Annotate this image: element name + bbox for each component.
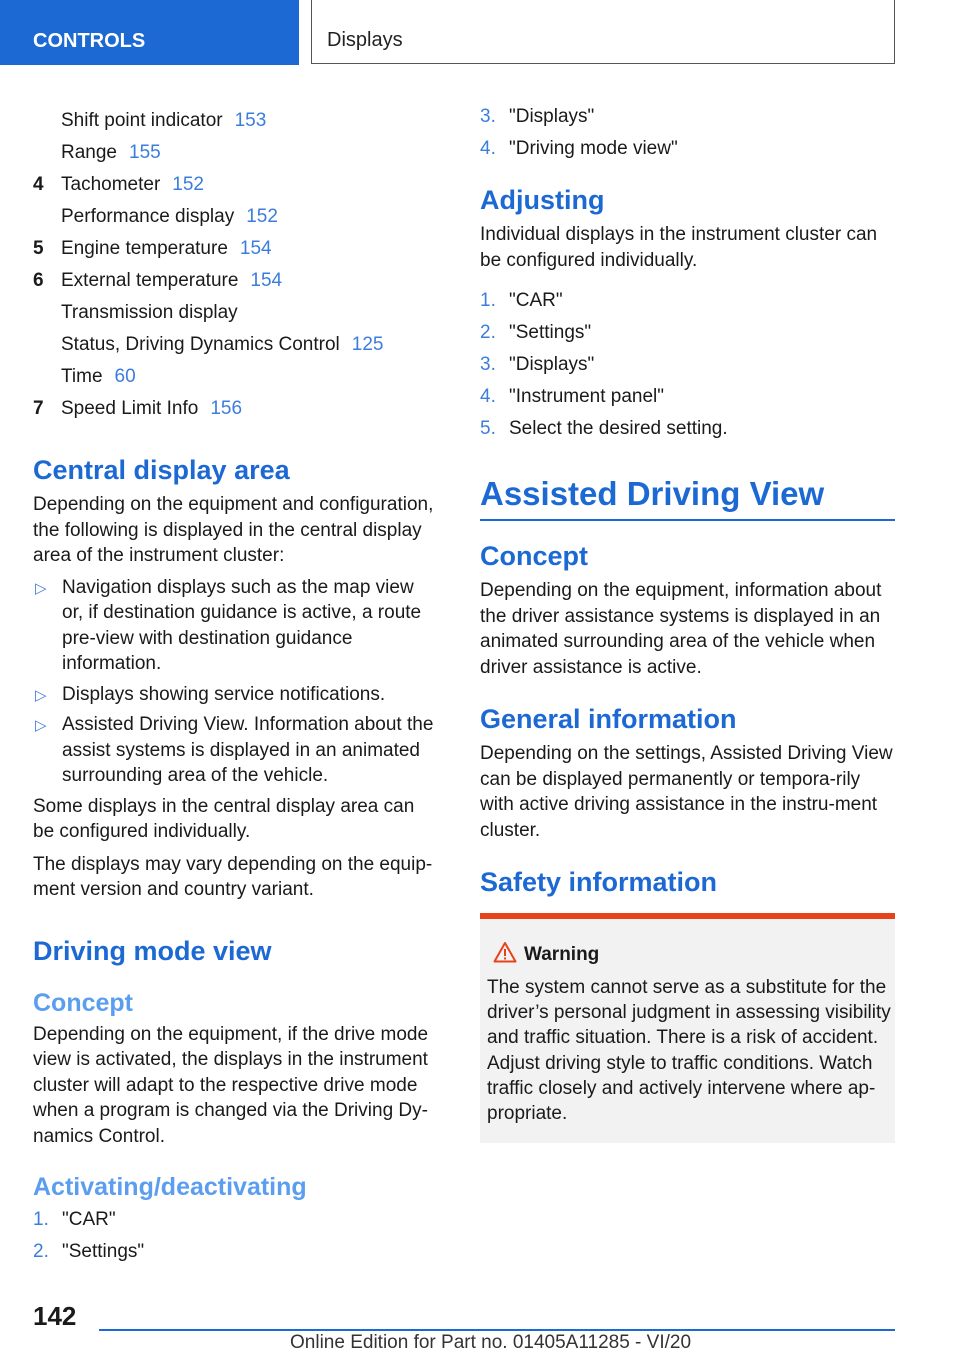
step-item — [480, 317, 895, 349]
page-reference-link[interactable]: 155 — [129, 142, 161, 163]
list-item — [33, 201, 439, 233]
item-label: Shift point indicator — [61, 110, 223, 131]
list-item — [33, 137, 439, 169]
page-reference-link[interactable]: 156 — [210, 398, 243, 419]
step-number: 2. — [480, 322, 496, 343]
warning-title: Warning — [524, 944, 600, 965]
list-item — [33, 361, 439, 393]
list-item — [33, 297, 439, 329]
triangle-bullet-icon: ▷ — [35, 686, 47, 704]
item-label: Range — [61, 142, 117, 163]
step-item — [33, 1204, 439, 1236]
warning-box — [480, 913, 895, 1143]
item-label: Performance display — [61, 206, 235, 227]
page-reference-link[interactable]: 60 — [114, 366, 136, 387]
safety-info-heading: Safety information — [480, 867, 718, 897]
bullet-text: Assisted Driving View. Information about the assist systems is displayed in an animated surrounding area of the vehicle. — [62, 714, 434, 786]
item-label: External temperature — [61, 270, 239, 291]
footer-edition: Online Edition for Part no. 01405A11285 - VI/20 — [290, 1332, 692, 1353]
step-number: 3. — [480, 354, 496, 375]
step-number: 1. — [33, 1209, 49, 1230]
activating-heading: Activating/deactivating — [33, 1173, 307, 1201]
section-label: CONTROLS — [33, 30, 146, 52]
list-item — [33, 393, 439, 425]
triangle-bullet-icon: ▷ — [35, 579, 47, 597]
step-item — [480, 413, 895, 445]
adjust-step-list — [480, 285, 895, 445]
concept-text: Depending on the equipment, if the drive mode view is activated, the displays in the instrument cluster will adapt to the respective drive mode when a program is changed via the Driving Dy-namics Control. — [33, 1023, 429, 1147]
step-text: "Instrument panel" — [509, 386, 665, 407]
page-reference-link[interactable]: 152 — [172, 174, 204, 195]
item-label: Engine temperature — [61, 238, 228, 259]
central-display-heading: Central display area — [33, 455, 290, 485]
step-item — [480, 101, 895, 133]
step-text: "Settings" — [509, 322, 592, 343]
item-list — [33, 105, 439, 425]
list-item — [33, 105, 439, 137]
bullet-text: Navigation displays such as the map view or, if destination guidance is active, a route pre-view with destination guidance information. — [62, 576, 422, 674]
driving-mode-heading: Driving mode view — [33, 935, 272, 966]
step-number: 2. — [33, 1241, 49, 1262]
list-item — [33, 233, 439, 265]
step-item — [480, 381, 895, 413]
step-number: 3. — [480, 106, 496, 127]
page-reference-link[interactable]: 153 — [234, 110, 267, 131]
page-reference-link[interactable]: 154 — [239, 238, 272, 259]
page-title: Displays — [327, 29, 403, 51]
bullet-item — [33, 712, 439, 789]
general-info-text: Depending on the settings, Assisted Driving View can be displayed permanently or tempora-rily with active driving assistance in the instru-ment cluster. — [480, 743, 893, 841]
warning-icon — [493, 941, 517, 968]
adv-concept-text: Depending on the equipment, information about the driver assistance systems is displayed in an animated surrounding area of the vehicle when driver assistance is active. — [480, 580, 882, 678]
item-label: Time — [61, 366, 103, 387]
page-reference-link[interactable]: 152 — [246, 206, 278, 227]
bullet-list — [33, 575, 439, 789]
item-number: 4 — [33, 174, 44, 195]
section-tab — [0, 0, 299, 65]
page-reference-link[interactable]: 125 — [351, 334, 384, 355]
left-column — [33, 105, 439, 1268]
list-item — [33, 265, 439, 297]
step-number: 1. — [480, 290, 496, 311]
concept-heading: Concept — [33, 988, 133, 1017]
step-item — [33, 1236, 439, 1268]
step-list — [480, 101, 895, 165]
heading-underline — [480, 519, 895, 521]
triangle-bullet-icon: ▷ — [35, 717, 47, 734]
config-text: Some displays in the central display area can be configured individually. — [33, 795, 415, 842]
step-item — [480, 285, 895, 317]
adjusting-text: Individual displays in the instrument cluster can be configured individually. — [480, 224, 878, 271]
step-text: "Displays" — [509, 354, 595, 375]
item-number: 5 — [33, 238, 44, 259]
footer-rule — [99, 1329, 895, 1331]
item-label: Transmission display — [61, 302, 238, 323]
item-number: 7 — [33, 398, 44, 419]
step-number: 4. — [480, 138, 496, 159]
adv-concept-heading: Concept — [480, 541, 588, 571]
step-text: Select the desired setting. — [509, 418, 728, 439]
list-item — [33, 329, 439, 361]
general-info-heading: General information — [480, 704, 737, 734]
item-label: Tachometer — [61, 174, 161, 195]
step-text: "Settings" — [62, 1241, 145, 1262]
page-reference-link[interactable]: 154 — [250, 270, 283, 291]
step-number: 4. — [480, 386, 496, 407]
step-text: "Displays" — [509, 106, 595, 127]
list-item — [33, 169, 439, 201]
step-list — [33, 1204, 439, 1268]
item-label: Status, Driving Dynamics Control — [61, 334, 340, 355]
item-number: 6 — [33, 270, 44, 291]
assisted-driving-view-heading: Assisted Driving View — [480, 475, 825, 512]
bullet-item — [33, 682, 439, 708]
bullet-text: Displays showing service notifications. — [62, 683, 386, 705]
step-number: 5. — [480, 418, 496, 439]
right-column — [480, 101, 895, 898]
step-text: "CAR" — [509, 290, 563, 311]
header-title-box — [311, 0, 895, 64]
step-item — [480, 133, 895, 165]
adjusting-heading: Adjusting — [480, 185, 605, 215]
bullet-item — [33, 575, 439, 677]
step-item — [480, 349, 895, 381]
step-text: "Driving mode view" — [509, 138, 678, 159]
warning-text: The system cannot serve as a substitute for the driver’s personal judgment in assessing visibility and traffic situation. There is a risk of accident. Adjust driving style to traffic conditions. Watch traffic closely and actively intervene where ap-propriate. — [487, 977, 891, 1125]
item-label: Speed Limit Info — [61, 398, 199, 419]
page-number: 142 — [33, 1301, 77, 1331]
central-intro: Depending on the equipment and configuration, the following is displayed in the central display area of the instrument cluster: — [33, 494, 434, 566]
vary-text: The displays may vary depending on the equip-ment version and country variant. — [33, 853, 433, 900]
step-text: "CAR" — [62, 1209, 116, 1230]
